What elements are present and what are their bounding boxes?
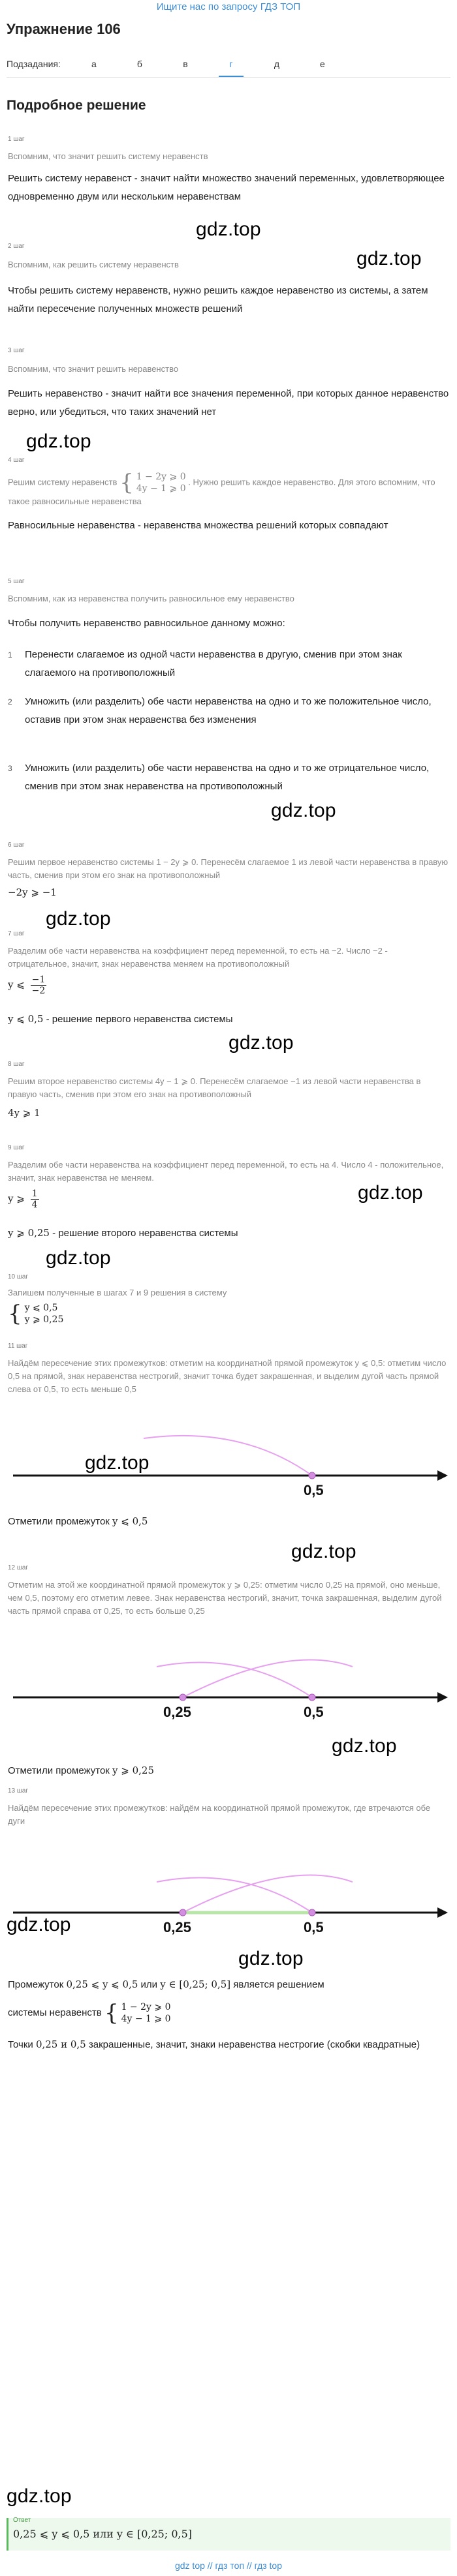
numerator: 1: [31, 1189, 38, 1199]
numerator: −1: [31, 975, 46, 985]
system-row: 1 − 2y ⩾ 0: [136, 472, 186, 482]
step-note: Вспомним, как из неравенства получить равносильное ему неравенство: [8, 594, 294, 603]
text-d: является решением: [230, 1979, 324, 1990]
step-text: [8, 1975, 449, 1994]
math-inline: y ∈ [0,25; 0,5]: [160, 1978, 231, 1990]
step-result: [8, 1010, 449, 1029]
step-label: 11 шаг: [8, 1342, 28, 1350]
watermark: gdz.top: [85, 1452, 150, 1474]
arc-right: [183, 1660, 353, 1697]
watermark: gdz.top: [238, 1948, 304, 1969]
answer-label: Ответ: [13, 2517, 31, 2524]
step-label: 7 шаг: [8, 930, 25, 937]
step-note: Разделим обе части неравенства на коэффициент перед переменной, то есть на 4. Число 4 - положительное, значит, знак неравенства не меняем.: [8, 1160, 444, 1183]
arc-right: [183, 1875, 353, 1913]
system-row: 1 − 2y ⩾ 0: [121, 2002, 171, 2012]
system-row: y ⩽ 0,5: [24, 1303, 58, 1313]
axis-arrow-icon: [437, 1470, 448, 1481]
step-label: 13 шаг: [8, 1787, 29, 1795]
inequality-system: [104, 2001, 171, 2025]
subtasks-bar: [7, 52, 450, 76]
list-item-text: Умножить (или разделить) обе части неравенства на одно и то же отрицательное число, сменив при этом знак неравенства на противоположный: [25, 763, 430, 792]
step-text: Равносильные неравенства - неравенства множества решений которых совпадают: [8, 520, 388, 531]
step-note-a: Решим систему неравенств: [8, 477, 118, 487]
axis-arrow-icon: [437, 1907, 448, 1918]
step-label: 5 шаг: [8, 578, 25, 585]
label-0-5: 0,5: [304, 1482, 324, 1498]
step-label: 4 шаг: [8, 457, 25, 464]
watermark: gdz.top: [196, 219, 261, 240]
step-text: [8, 1761, 449, 1780]
result-text: - решение второго неравенства системы: [49, 1228, 238, 1239]
page-title: Упражнение 106: [7, 21, 121, 37]
number-line-2: [7, 1631, 450, 1722]
step-label: 3 шаг: [8, 347, 25, 354]
watermark: gdz.top: [7, 1914, 71, 1935]
step-label: 6 шаг: [8, 841, 25, 849]
step-label: 8 шаг: [8, 1061, 25, 1068]
step-note: Найдём пересечение этих промежутков: отметим на координатной прямой промежуток y ⩽ 0,5: отметим число 0,5 на прямой, знак неравенства нестрогий, значит точка будет закрашенная, и выделим дугой часть прямой слева от 0,5, то есть меньше 0,5: [8, 1358, 447, 1394]
text-b: или: [138, 1979, 161, 1990]
tab-d[interactable]: д: [274, 59, 279, 69]
system-brace: {: [8, 1301, 22, 1327]
step-note: Отметим на этой же координатной прямой промежуток y ⩾ 0,25: отметим число 0,25 на прямой, оно меньше, чем 0,5, поэтому его отметим левее. Знак неравенства нестрогий, значит, точка закрашенная, выделим дугой часть прямой справа от 0,25, то есть больше 0,25: [8, 1580, 442, 1616]
step-note: Вспомним, что значит решить неравенство: [8, 364, 179, 374]
subtasks-label: Подзадания:: [7, 59, 61, 69]
math-lhs: y ⩽: [8, 978, 25, 991]
watermark: gdz.top: [228, 1032, 294, 1053]
list-item: 1 Перенести слагаемое из одной части неравенства в другую, сменив при этом знак слагаемого на противоположный: [8, 646, 449, 682]
math-inline: 0,25 ⩽ y ⩽ 0,5: [66, 1978, 138, 1990]
text-a: системы неравенств: [8, 2007, 102, 2018]
watermark: gdz.top: [332, 1735, 397, 1757]
math-line: −2y ⩾ −1: [8, 886, 57, 898]
answer-value: 0,25 ⩽ y ⩽ 0,5 или y ∈ [0,25; 0,5]: [13, 2528, 193, 2540]
step-text: Чтобы решить систему неравенств, нужно решить каждое неравенство из системы, а затем найти пересечение полученных множеств решений: [8, 285, 428, 314]
label-0-25: 0,25: [163, 1919, 191, 1935]
result-text: - решение первого неравенства системы: [43, 1014, 233, 1025]
list-item-text: Умножить (или разделить) обе части неравенства на одно и то же положительное число, оставив при этом знак неравенства без изменения: [25, 696, 432, 725]
math-inline: y ⩽ 0,5: [112, 1515, 148, 1527]
divider: [7, 77, 450, 78]
axis-arrow-icon: [437, 1692, 448, 1703]
watermark: gdz.top: [26, 431, 91, 452]
step-note-b: . Нужно решить каждое неравенство. Для этого вспомним, что такое равносильные неравенства: [8, 477, 435, 506]
inequality-system: [8, 1302, 63, 1326]
step-label: 12 шаг: [8, 1564, 29, 1571]
number-line-1: [7, 1409, 450, 1500]
step-label: 9 шаг: [8, 1144, 25, 1151]
step-note: Вспомним, что значит решить систему неравенств: [8, 151, 208, 161]
point-0-5: [309, 1694, 315, 1701]
list-item: 3 Умножить (или разделить) обе части неравенства на одно и то же отрицательное число, сменив при этом знак неравенства на противоположный: [8, 759, 449, 796]
tab-e[interactable]: е: [320, 59, 325, 69]
point-0-25: [180, 1909, 186, 1916]
tab-b[interactable]: б: [136, 59, 142, 69]
step-label: 2 шаг: [8, 243, 25, 250]
step-label: 1 шаг: [8, 136, 25, 143]
math-inline: y ⩾ 0,25: [8, 1227, 50, 1239]
math-line: [8, 1189, 449, 1210]
math-line: [8, 1302, 449, 1326]
step-text: Решить систему неравенст - значит найти множество значений переменных, удовлетворяющее одновременно двум или нескольким неравенствам: [8, 173, 445, 202]
number-line-3: [7, 1840, 450, 1937]
tab-a[interactable]: а: [91, 59, 97, 69]
inequality-system: [119, 471, 186, 494]
system-row: 4y − 1 ⩾ 0: [121, 2014, 171, 2024]
step-note: Вспомним, как решить систему неравенств: [8, 260, 179, 269]
watermark: gdz.top: [7, 2485, 72, 2507]
system-brace: {: [104, 2000, 119, 2026]
text-a: Промежуток: [8, 1979, 67, 1990]
text-a: Отметили промежуток: [8, 1516, 113, 1527]
label-0-5: 0,5: [304, 1919, 324, 1935]
denominator: −2: [31, 986, 46, 996]
point-0-25: [180, 1694, 186, 1701]
promo-link[interactable]: Ищите нас по запросу ГДЗ ТОП: [156, 1, 301, 12]
tab-g[interactable]: г: [208, 52, 254, 76]
step-note: Решим первое неравенство системы 1 − 2y ⩾ 0. Перенесём слагаемое 1 из левой части неравенства в правую часть, сменив при этом его знак на противоположный: [8, 857, 449, 880]
text-a: Отметили промежуток: [8, 1765, 113, 1776]
step-note: Разделим обе части неравенства на коэффициент перед переменной, то есть на −2. Число −2 - отрицательное, значит, знак неравенства меняем на противоположный: [8, 946, 388, 969]
text-b: закрашенные, значит, знаки неравенства нестрогие (скобки квадратные): [86, 2039, 420, 2050]
step-text: Решить неравенство - значит найти все значения переменной, при которых данное неравенство верно, или убедиться, что таких значений нет: [8, 388, 449, 417]
system-brace: {: [119, 470, 134, 496]
step-note: [8, 471, 449, 509]
watermark: gdz.top: [356, 248, 422, 269]
tab-v[interactable]: в: [183, 59, 188, 69]
arc-left: [144, 1436, 312, 1476]
watermark: gdz.top: [46, 1247, 111, 1269]
step-text: Чтобы получить неравенство равносильное данному можно:: [8, 618, 285, 629]
math-lhs: y ⩾: [8, 1192, 25, 1205]
arc-left: [157, 1663, 312, 1697]
watermark: gdz.top: [358, 1182, 423, 1204]
step-note: Решим второе неравенство системы 4y − 1 ⩾ 0. Перенесём слагаемое −1 из левой части неравенства в правую часть, сменив при этом его знак на противоположный: [8, 1076, 421, 1099]
point-0-5: [309, 1909, 315, 1916]
math-inline: y ⩾ 0,25: [112, 1765, 154, 1776]
math-inline: 0,25 и 0,5: [35, 2038, 86, 2050]
list-item-text: Перенести слагаемое из одной части неравенства в другую, сменив при этом знак слагаемого на противоположный: [25, 649, 402, 678]
step-label: 10 шаг: [8, 1273, 29, 1280]
label-0-25: 0,25: [163, 1704, 191, 1720]
step-text: [8, 2001, 449, 2025]
footer-links[interactable]: gdz top // гдз топ // гдз top: [174, 2560, 283, 2571]
step-text: [8, 1512, 449, 1531]
step-result: [8, 1224, 449, 1243]
step-note: Найдём пересечение этих промежутков: найдём на координатной прямой промежуток, где втречаются обе дуги: [8, 1803, 431, 1826]
solution-title: Подробное решение: [7, 98, 146, 113]
watermark: gdz.top: [271, 800, 336, 821]
math-inline: y ⩽ 0,5: [8, 1013, 44, 1025]
math-line: [8, 975, 449, 996]
denominator: 4: [31, 1200, 38, 1210]
fraction: [31, 1189, 39, 1210]
watermark: gdz.top: [291, 1541, 356, 1562]
point-0-5: [309, 1472, 315, 1479]
text-a: Точки: [8, 2039, 36, 2050]
arc-left: [157, 1878, 312, 1913]
math-line: 4y ⩾ 1: [8, 1107, 40, 1119]
step-text: [8, 2035, 449, 2054]
step-note: Запишем полученные в шагах 7 и 9 решения в систему: [8, 1288, 227, 1297]
system-row: y ⩾ 0,25: [24, 1314, 64, 1325]
fraction: [31, 975, 47, 996]
label-0-5: 0,5: [304, 1704, 324, 1720]
watermark: gdz.top: [46, 908, 111, 930]
system-row: 4y − 1 ⩾ 0: [136, 483, 186, 494]
list-item: 2 Умножить (или разделить) обе части неравенства на одно и то же положительное число, оставив при этом знак неравенства без изменения: [8, 693, 449, 729]
